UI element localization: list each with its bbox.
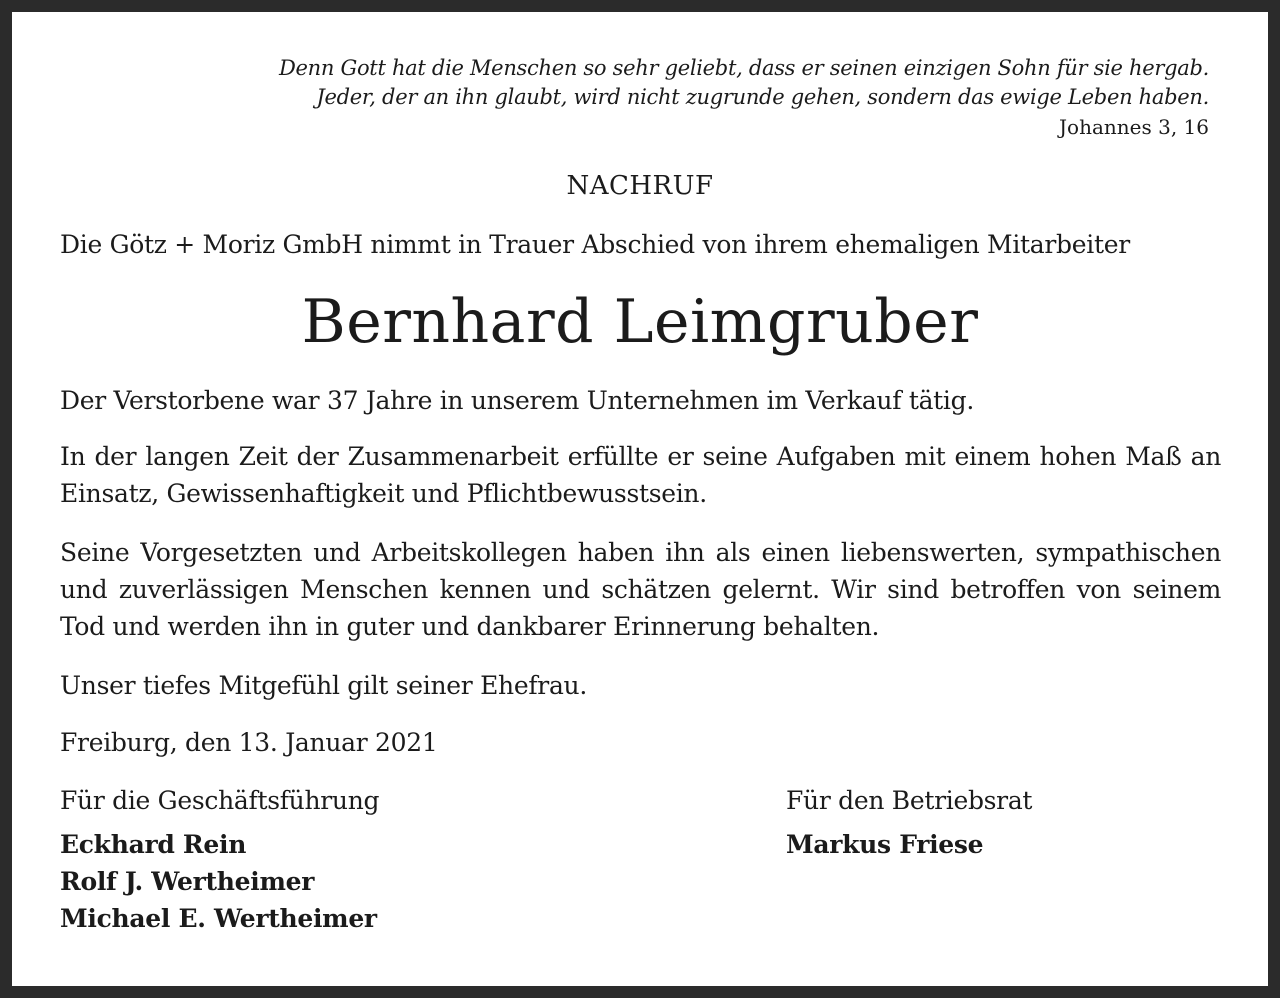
place-date: Freiburg, den 13. Januar 2021 [60, 728, 438, 757]
obituary-notice [12, 12, 1268, 986]
paragraph-condolence: Unser tiefes Mitgefühl gilt seiner Ehefrau. [60, 671, 587, 700]
signature-works-council [786, 782, 1032, 863]
intro-text: Die Götz + Moriz GmbH nimmt in Trauer Abschied von ihrem ehemaligen Mitarbeiter [60, 230, 1130, 259]
signatory-name: Eckhard Rein [60, 830, 247, 859]
signature-label-management: Für die Geschäftsführung [60, 786, 380, 815]
paragraph-tenure: Der Verstorbene war 37 Jahre in unserem Unternehmen im Verkauf tätig. [60, 386, 974, 415]
deceased-name: Bernhard Leimgruber [301, 287, 979, 357]
bible-verse [279, 54, 1209, 112]
verse-line-1: Denn Gott hat die Menschen so sehr geliebt, dass er seinen einzigen Sohn für sie hergab. [279, 56, 1209, 80]
notice-heading: NACHRUF [566, 171, 714, 201]
paragraph-colleagues: Seine Vorgesetzten und Arbeitskollegen haben ihn als einen liebenswerten, sympathischen und zuverlässigen Menschen kennen und schätzen gelernt. Wir sind betroffen von seinem Tod und werden ihn in guter und dankbarer Erinnerung behalten. [60, 538, 1221, 641]
verse-reference: Johannes 3, 16 [1059, 115, 1209, 139]
signatory-name: Michael E. Wertheimer [60, 904, 377, 933]
signature-management [60, 782, 379, 937]
paragraph-duties: In der langen Zeit der Zusammenarbeit erfüllte er seine Aufgaben mit einem hohen Maß an Einsatz, Gewissenhaftigkeit und Pflichtbewusstsein. [60, 442, 1221, 508]
signatory-name: Markus Friese [786, 830, 984, 859]
signature-label-works-council: Für den Betriebsrat [786, 786, 1033, 815]
verse-line-2: Jeder, der an ihn glaubt, wird nicht zugrunde gehen, sondern das ewige Leben haben. [316, 85, 1209, 109]
signatory-name: Rolf J. Wertheimer [60, 867, 315, 896]
